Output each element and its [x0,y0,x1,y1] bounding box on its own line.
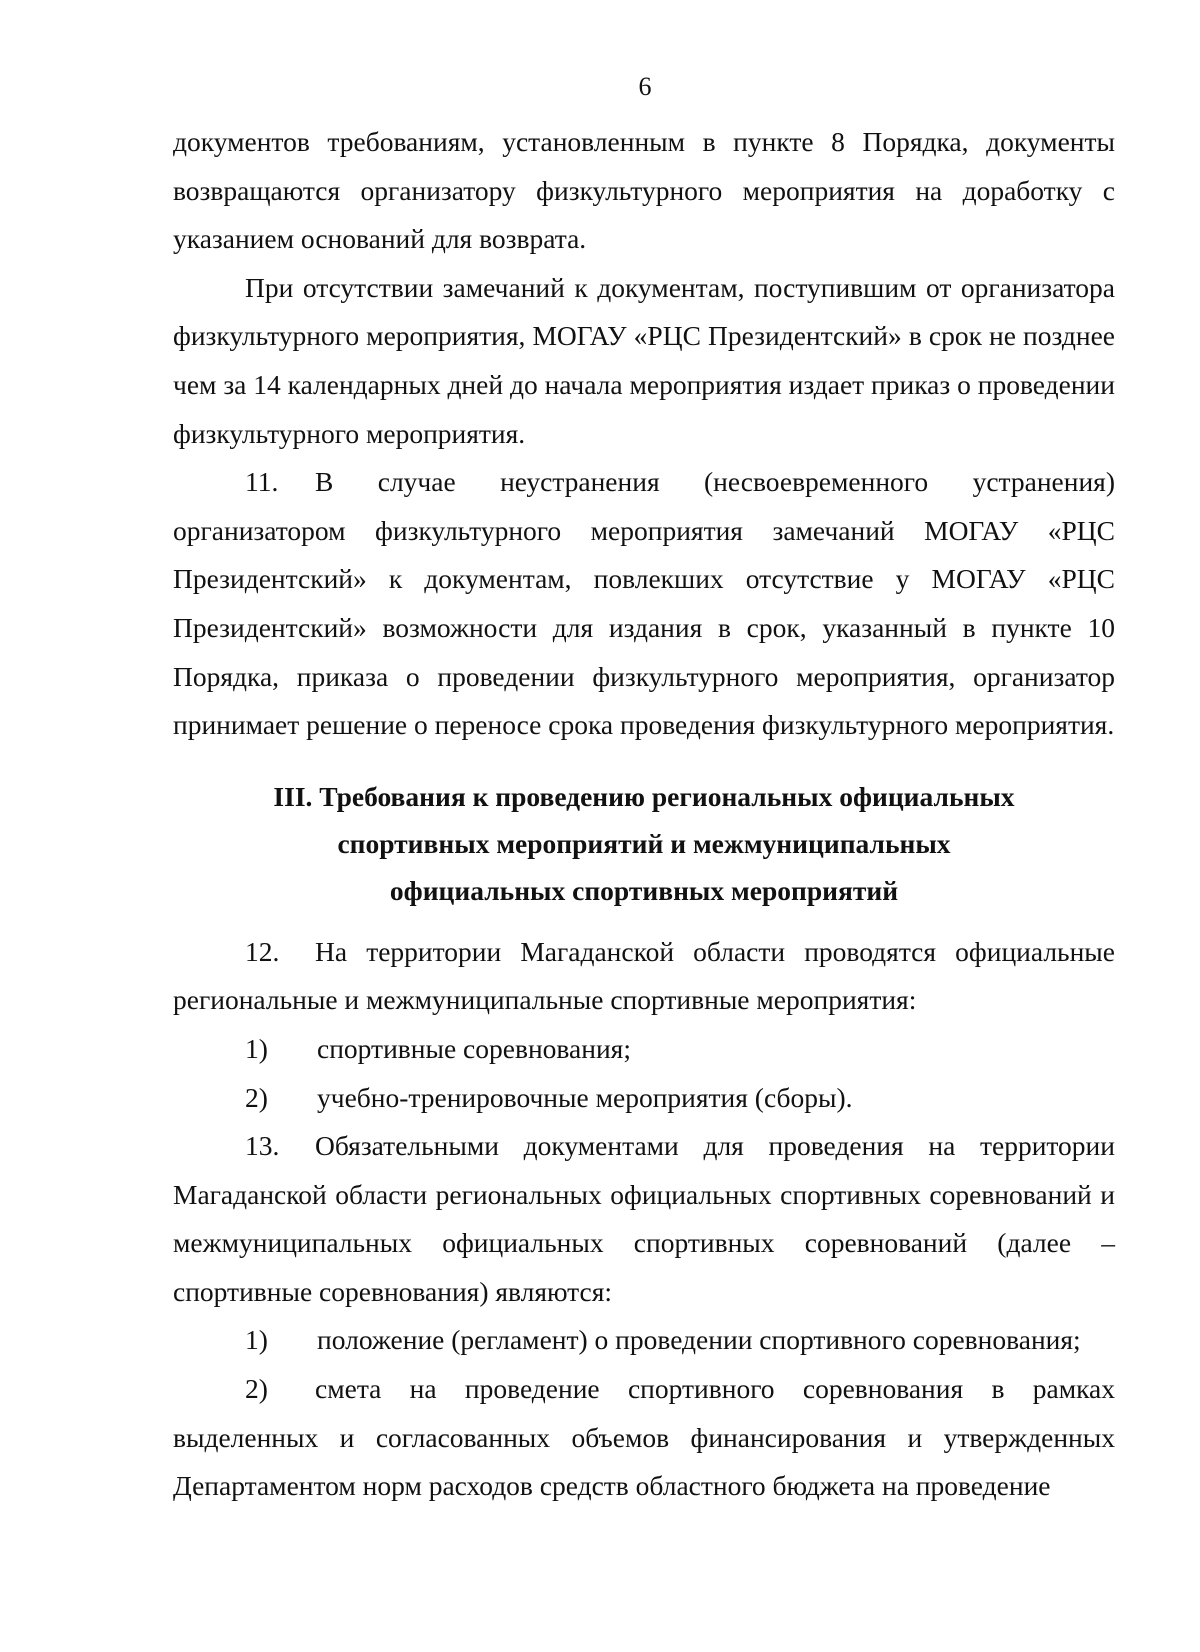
section-heading-line-1: III. Требования к проведению региональных официальных [273,780,1015,812]
page-number: 6 [638,72,652,101]
subitem-number: 1) [245,1032,268,1064]
paragraph-continuation: документов требованиям, установленным в пункте 8 Порядка, документы возвращаются организатору физкультурного мероприятия на доработку с указанием оснований для возврата. [173,126,1115,255]
section-heading-line-2: спортивных мероприятий и межмуниципальных [337,827,951,859]
clause-11 [173,458,1115,750]
clause-11-number: 11. [245,466,279,498]
section-heading [173,773,1115,914]
clause-13-subitem [173,1365,1115,1511]
subitem-text: смета на проведение спортивного соревнования в рамках выделенных и согласованных объемов финансирования и утвержденных Департаментом норм расходов средств областного бюджета на проведение [173,1373,1115,1502]
subitem-text: положение (регламент) о проведении спортивного соревнования; [317,1324,1081,1356]
paragraph-no-remarks: При отсутствии замечаний к документам, поступившим от организатора физкультурного мероприятия, МОГАУ «РЦС Президентский» в срок не позднее чем за 14 календарных дней до начала мероприятия издает приказ о проведении физкультурного мероприятия. [173,271,1115,449]
clause-11-text: В случае неустранения (несвоевременного устранения) организатором физкультурного мероприятия замечаний МОГАУ «РЦС Президентский» к документам, повлекших отсутствие у МОГАУ «РЦС Президентский» возможности для издания в срок, указанный в пункте 10 Порядка, приказа о проведении физкультурного мероприятия, организатор принимает решение о переносе срока проведения физкультурного мероприятия. [173,466,1115,741]
clause-12 [173,928,1115,1025]
clause-13-number: 13. [245,1130,280,1162]
clause-13-text: Обязательными документами для проведения на территории Магаданской области региональных официальных спортивных соревнований и межмуниципальных официальных спортивных соревнований (далее – спортивные соревнования) являются: [173,1130,1115,1307]
clause-13 [173,1122,1115,1316]
subitem-number: 1) [245,1324,268,1356]
clause-12-text: На территории Магаданской области проводятся официальные региональные и межмуниципальные спортивные мероприятия: [173,935,1115,1016]
clause-12-subitem [173,1074,1115,1123]
subitem-text: учебно-тренировочные мероприятия (сборы). [317,1081,853,1113]
section-heading-line-3: официальных спортивных мероприятий [389,874,899,906]
clause-13-subitem [173,1316,1115,1365]
clause-12-number: 12. [245,935,280,967]
clause-12-subitem [173,1025,1115,1074]
subitem-number: 2) [245,1373,268,1405]
subitem-text: спортивные соревнования; [317,1032,631,1064]
subitem-number: 2) [245,1081,268,1113]
document-body [173,118,1115,1511]
